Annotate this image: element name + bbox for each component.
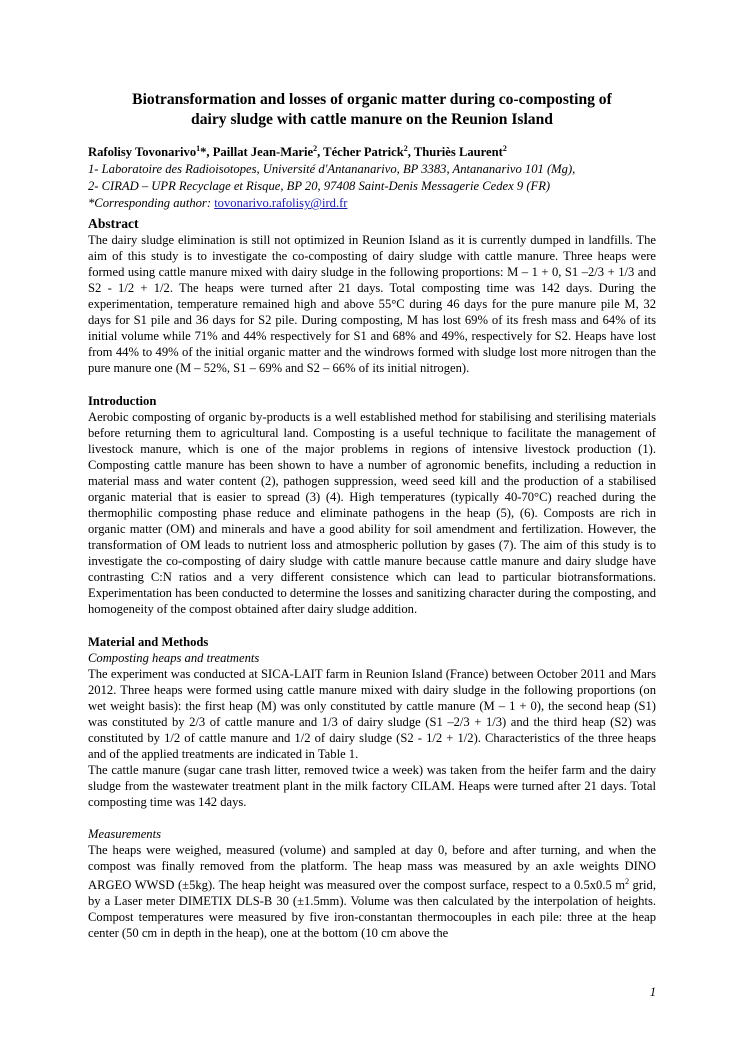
composting-heaps-subheading: Composting heaps and treatments xyxy=(88,651,260,665)
author-affil-sup: 2 xyxy=(403,143,408,153)
author-affil-sup: 1 xyxy=(196,143,201,153)
abstract-body: The dairy sludge elimination is still not optimized in Reunion Island as it is currently dumped in landfills. The aim of this study is to investigate the co-composting of dairy sludge with cattle manure. Three heaps were formed using cattle manure mixed with dairy sludge in the following proportions: M – 1 + 0, S1 –2/3 + 1/3 and S2 - 1/2 + 1/2. The heaps were turned after 21 days. Total composting time was 142 days. During the experimentation, temperature remained high and above 55°C during 46 days for the pure manure pile M, 32 days for S1 pile and 36 days for S2 pile. During composting, M has lost 69% of its fresh mass and 64% of its initial volume while 71% and 44% respectively for S1 and 68% and 49%, respectively for S2. Heaps have lost from 44% to 49% of the initial organic matter and the windrows formed with sludge lost more nitrogen than the pure manure one (M – 52%, S1 – 69% and S2 – 66% of its initial nitrogen). xyxy=(88,233,656,375)
composting-heaps-body-2: The cattle manure (sugar cane trash litter, removed twice a week) was taken from the heifer farm and the dairy sludge from the wastewater treatment plant in the milk factory CILAM. Heaps were turned after 21 days. Total composting time was 142 days. xyxy=(88,763,656,809)
author-name: Rafolisy Tovonarivo xyxy=(88,145,197,159)
author-name: Paillat Jean-Marie xyxy=(212,145,314,159)
corresponding-author xyxy=(88,195,656,212)
paper-page xyxy=(88,90,656,941)
title-line-1: Biotransformation and losses of organic matter during co-composting of xyxy=(132,91,612,108)
measurements-text-a: The heaps were weighed, measured (volume) and sampled at day 0, before and after turning, and when the compost was finally removed from the platform. The heap mass was measured by an axle weights DINO ARGEO WWSD (±5kg). The heap height was measured over the compost surface, respect to a 0.5x0.5 m xyxy=(88,843,656,893)
page-number: 1 xyxy=(649,985,656,999)
composting-heaps-body-1: The experiment was conducted at SICA-LAIT farm in Reunion Island (France) between October 2011 and Mars 2012. Three heaps were formed using cattle manure mixed with dairy sludge in the following proportions (on wet weight basis): the first heap (M) was only constituted by cattle manure (M – 1 + 0), the second heap (S1) was constituted by 2/3 of cattle manure and 1/3 of dairy sludge (S1 –2/3 + 1/3) and the third heap (S2) was constituted by 1/2 of cattle manure and 1/2 of dairy sludge (S2 - 1/2 + 1/2). Characteristics of the three heaps and of the applied treatments are indicated in Table 1. xyxy=(88,667,656,761)
abstract-heading: Abstract xyxy=(88,216,139,231)
introduction-body: Aerobic composting of organic by-products is a well established method for stabilising and sterilising materials before returning them to agricultural land. Composting is a useful technique to facilitate the management of livestock manure, which is one of the major problems in regions of intensive livestock production (1). Composting cattle manure has been shown to have a number of agronomic benefits, including a reduction in material mass and water content (2), pathogen suppression, weed seed kill and the production of a stabilised organic material that is easier to spread (3) (4). High temperatures (typically 40-70°C) reached during the thermophilic composting phase reduce and eliminate pathogens in the heap (5), (6). Composts are rich in organic matter (OM) and minerals and have a good ability for soil amendment and fertilization. However, the transformation of OM leads to nutrient loss and atmospheric pollution by gases (7). The aim of this study is to investigate the co-composting of dairy sludge with cattle manure because cattle manure and dairy sludge have contrasting C:N ratios and a very different consistence which can lead to particular biotransformations. Experimentation has been conducted to determine the losses and sanitizing character during the composting, and homogeneity of the compost obtained after dairy sludge addition. xyxy=(88,410,656,616)
paper-title xyxy=(88,90,656,130)
author-separator: , xyxy=(407,145,414,159)
measurements-body xyxy=(88,842,656,941)
author-affil-sup: 2 xyxy=(313,143,318,153)
affiliation-2: 2- CIRAD – UPR Recyclage et Risque, BP 20, 97408 Saint-Denis Messagerie Cedex 9 (FR) xyxy=(88,179,551,193)
author-name: Thuriès Laurent xyxy=(413,145,503,159)
author-separator: , xyxy=(317,145,324,159)
introduction-heading: Introduction xyxy=(88,394,157,408)
affiliation-1: 1- Laboratoire des Radioisotopes, Université d'Antananarivo, BP 3383, Antananarivo 101 (Mg), xyxy=(88,162,576,176)
measurements-subheading: Measurements xyxy=(88,827,161,841)
email-link[interactable]: tovonarivo.rafolisy@ird.fr xyxy=(214,196,348,210)
m2-superscript: 2 xyxy=(625,877,630,886)
author-separator: *, xyxy=(200,145,213,159)
author-name: Técher Patrick xyxy=(323,145,404,159)
measurements-text-b: grid, by a Laser meter DIMETIX DLS-B 30 (±1.5mm). Volume was then calculated by the interpolation of heights. Compost temperatures were measured by five iron-constantan thermocouples in each pile: three at the heap center (50 cm in depth in the heap), one at the bottom (10 cm above the xyxy=(88,878,656,941)
author-list xyxy=(88,144,656,161)
corresponding-label: *Corresponding author: xyxy=(88,196,215,210)
methods-heading: Material and Methods xyxy=(88,635,209,649)
author-affil-sup: 2 xyxy=(502,143,507,153)
title-line-2: dairy sludge with cattle manure on the Reunion Island xyxy=(191,111,553,128)
